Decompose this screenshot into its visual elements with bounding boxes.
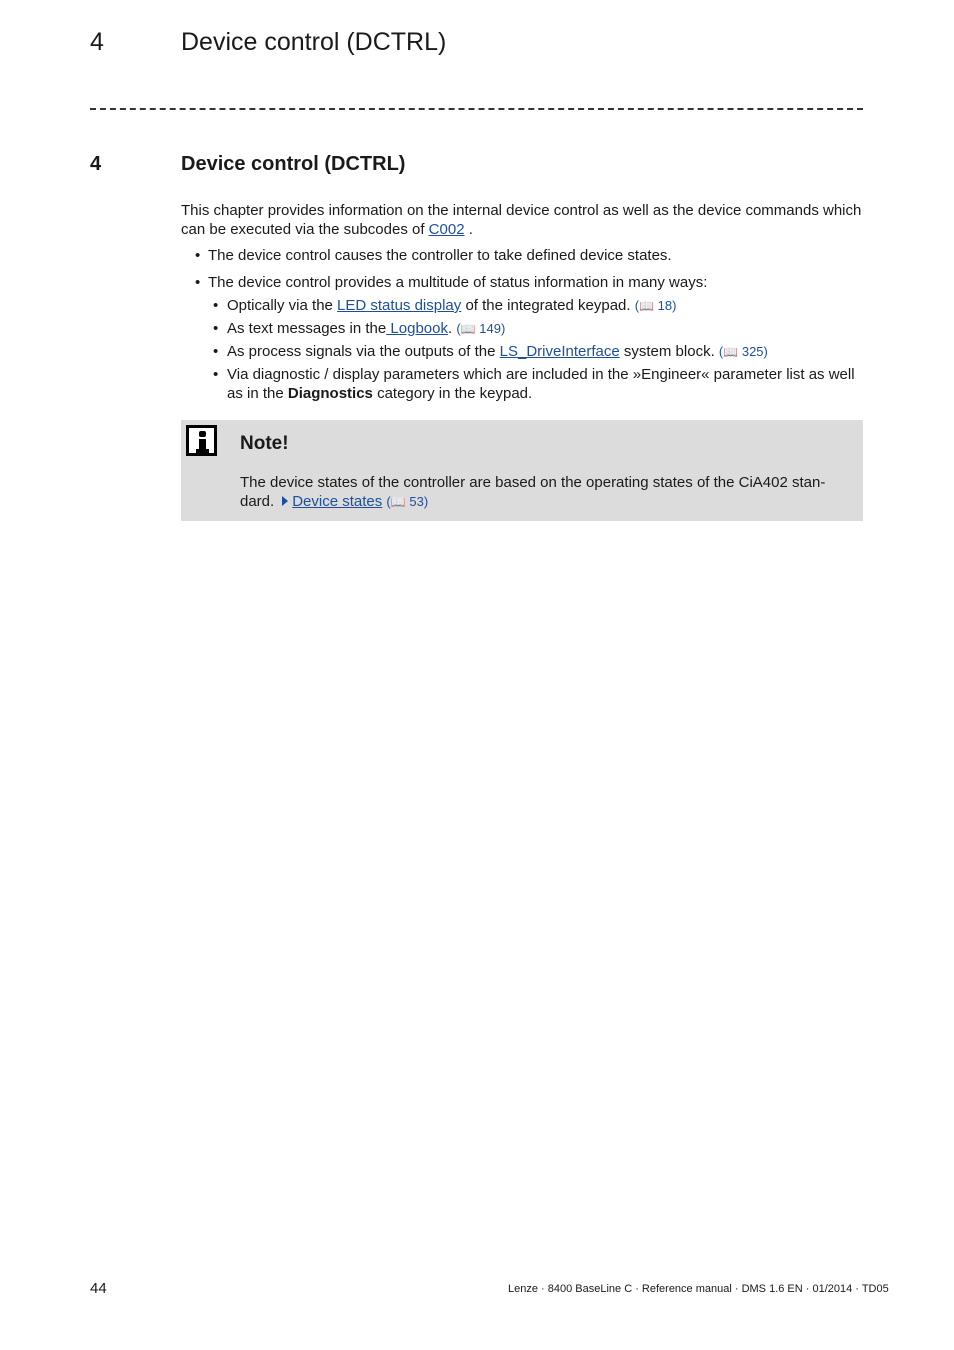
- intro-text-end: .: [464, 221, 473, 238]
- note-box: [181, 420, 863, 521]
- page-ref[interactable]: (📖 325): [719, 344, 768, 359]
- page-ref-number: 149: [479, 321, 501, 336]
- book-icon: 📖: [390, 495, 406, 509]
- note-body: The device states of the controller are based on the operating states of the CiA402 stan-dard.: [240, 474, 826, 510]
- header-divider: [90, 108, 863, 110]
- note-text: [240, 473, 852, 512]
- diagnostics-label: Diagnostics: [287, 385, 373, 402]
- book-icon: 📖: [723, 345, 739, 359]
- sub-list-item: [181, 319, 866, 339]
- page-ref-number: 53: [409, 494, 424, 509]
- ls-driveinterface-link[interactable]: LS_DriveInterface: [499, 343, 620, 360]
- intro-text: This chapter provides information on the internal device control as well as the device commands which can be executed via the subcodes of: [181, 202, 862, 238]
- section-number: 4: [90, 153, 102, 175]
- sub-item-text: of the integrated keypad.: [461, 297, 635, 314]
- page-ref-number: 325: [741, 344, 764, 359]
- page-ref-number: 18: [657, 298, 673, 313]
- section-title: Device control (DCTRL): [181, 153, 406, 175]
- sub-list-item: [181, 296, 866, 316]
- header-chapter-number: 4: [90, 28, 104, 56]
- sub-list-item: [181, 365, 866, 403]
- note-title: Note!: [240, 433, 289, 454]
- page-ref[interactable]: (📖 18): [635, 298, 677, 313]
- bullet-icon: •: [213, 366, 219, 383]
- footer-text: Lenze · 8400 BaseLine C · Reference manual · DMS 1.6 EN · 01/2014 · TD05: [508, 1283, 889, 1295]
- page-ref[interactable]: (📖 53): [386, 494, 428, 509]
- bullet-icon: •: [213, 297, 219, 314]
- header-chapter-title: Device control (DCTRL): [181, 28, 447, 56]
- sub-item-text: .: [447, 320, 457, 337]
- list-item-text: The device control causes the controller to take defined device states.: [208, 247, 672, 264]
- bullet-icon: •: [213, 320, 219, 337]
- led-status-display-link[interactable]: LED status display: [337, 297, 462, 314]
- book-icon: 📖: [460, 322, 476, 336]
- sub-item-text: As process signals via the outputs of the: [227, 343, 500, 360]
- sub-item-text: system block.: [619, 343, 719, 360]
- bullet-list: [181, 246, 866, 403]
- bullet-icon: •: [195, 247, 201, 264]
- device-states-link[interactable]: Device states: [292, 493, 383, 510]
- sub-item-text: Optically via the: [227, 297, 338, 314]
- sub-item-text: Via diagnostic / display parameters which are included in the »Engineer« parameter list as well as in the: [227, 366, 855, 402]
- page-number: 44: [90, 1280, 107, 1297]
- sub-item-text: category in the keypad.: [372, 385, 533, 402]
- bullet-icon: •: [195, 274, 201, 291]
- page-ref[interactable]: (📖 149): [456, 321, 505, 336]
- sub-list-item: [181, 342, 866, 362]
- arrow-right-icon: [282, 496, 288, 506]
- sub-item-text: As text messages in the: [227, 320, 387, 337]
- logbook-link[interactable]: Logbook: [386, 320, 448, 337]
- book-icon: 📖: [639, 299, 655, 313]
- list-item-text: The device control provides a multitude of status information in many ways:: [208, 274, 708, 291]
- intro-paragraph: [181, 201, 866, 239]
- list-item: [181, 273, 866, 292]
- c002-link[interactable]: C002: [428, 221, 465, 238]
- list-item: [181, 246, 866, 265]
- info-icon: [186, 425, 217, 456]
- bullet-icon: •: [213, 343, 219, 360]
